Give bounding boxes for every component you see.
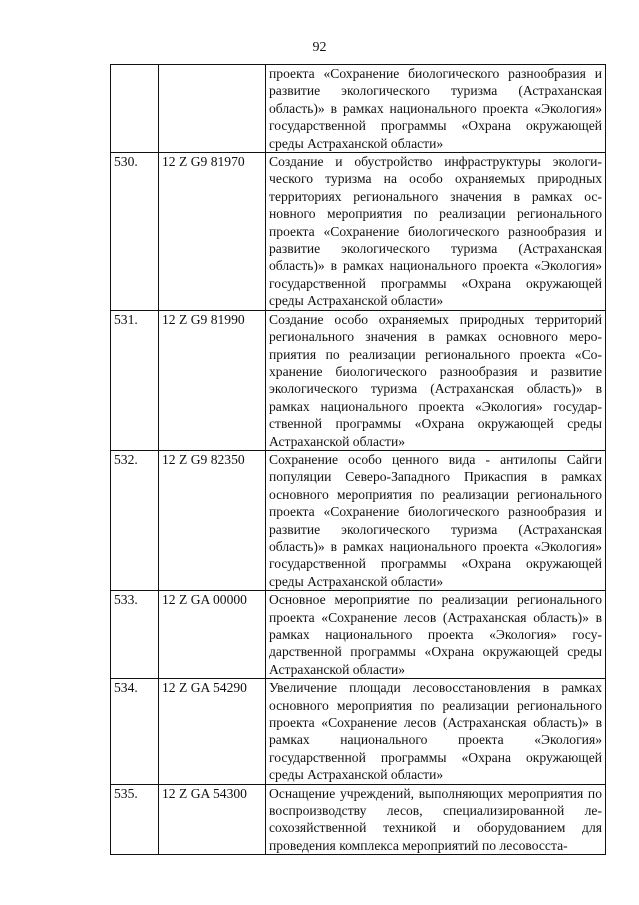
- table-row: [111, 679, 606, 784]
- table-row: [111, 450, 606, 590]
- budget-classification-table: [110, 64, 606, 855]
- row-description: проекта «Сохранение биологического разнообразия и развитие экологического туризма (Астраханская область)» в рамках национального проекта «Экология» государственной программы «Охрана окружающей среды Астраханской области»: [266, 65, 606, 153]
- row-number: 531.: [111, 310, 159, 450]
- page-number: 92: [312, 40, 327, 55]
- classification-code: 12 Z GA 54290: [159, 679, 266, 784]
- classification-code: [159, 65, 266, 153]
- classification-code: 12 Z GA 00000: [159, 591, 266, 679]
- table-row: [111, 153, 606, 311]
- classification-code: 12 Z G9 81970: [159, 153, 266, 311]
- row-number: 532.: [111, 450, 159, 590]
- row-description: Сохранение особо ценного вида - антилопы Сайги популяции Северо-Западного Прикаспия в рамках основного мероприятия по реализации регионального проекта «Сохранение биологического разнообразия и развитие экологического туризма (Астраханская область)» в рамках национального проекта «Экология» государственной программы «Охрана окружающей среды Астраханской области»: [266, 450, 606, 590]
- table-row: [111, 65, 606, 153]
- classification-code: 12 Z G9 82350: [159, 450, 266, 590]
- row-number: 534.: [111, 679, 159, 784]
- table-row: [111, 784, 606, 855]
- classification-code: 12 Z GA 54300: [159, 784, 266, 855]
- row-description: Оснащение учреждений, выполняющих мероприятия по воспроизводству лесов, специализированной лесохозяйственной техникой и оборудованием для проведения комплекса мероприятий по лесовосста-: [266, 784, 606, 855]
- row-number: 530.: [111, 153, 159, 311]
- row-number: 533.: [111, 591, 159, 679]
- row-description: Основное мероприятие по реализации регионального проекта «Сохранение лесов (Астраханская область)» в рамках национального проекта «Экология» государственной программы «Охрана окружающей среды Астраханской области»: [266, 591, 606, 679]
- row-number: 535.: [111, 784, 159, 855]
- row-description: Создание и обустройство инфраструктуры экологического туризма на особо охраняемых природных территориях регионального значения в рамках основного мероприятия по реализации регионального проекта «Сохранение биологического разнообразия и развитие экологического туризма (Астраханская область)» в рамках национального проекта «Экология» государственной программы «Охрана окружающей среды Астраханской области»: [266, 153, 606, 311]
- row-description: Увеличение площади лесовосстановления в рамках основного мероприятия по реализации регионального проекта «Сохранение лесов (Астраханская область)» в рамках национального проекта «Экология» государственной программы «Охрана окружающей среды Астраханской области»: [266, 679, 606, 784]
- row-number: [111, 65, 159, 153]
- table-row: [111, 310, 606, 450]
- table-row: [111, 591, 606, 679]
- classification-code: 12 Z G9 81990: [159, 310, 266, 450]
- row-description: Создание особо охраняемых природных территорий регионального значения в рамках основного мероприятия по реализации регионального проекта «Сохранение биологического разнообразия и развитие экологического туризма (Астраханская область)» в рамках национального проекта «Экология» государственной программы «Охрана окружающей среды Астраханской области»: [266, 310, 606, 450]
